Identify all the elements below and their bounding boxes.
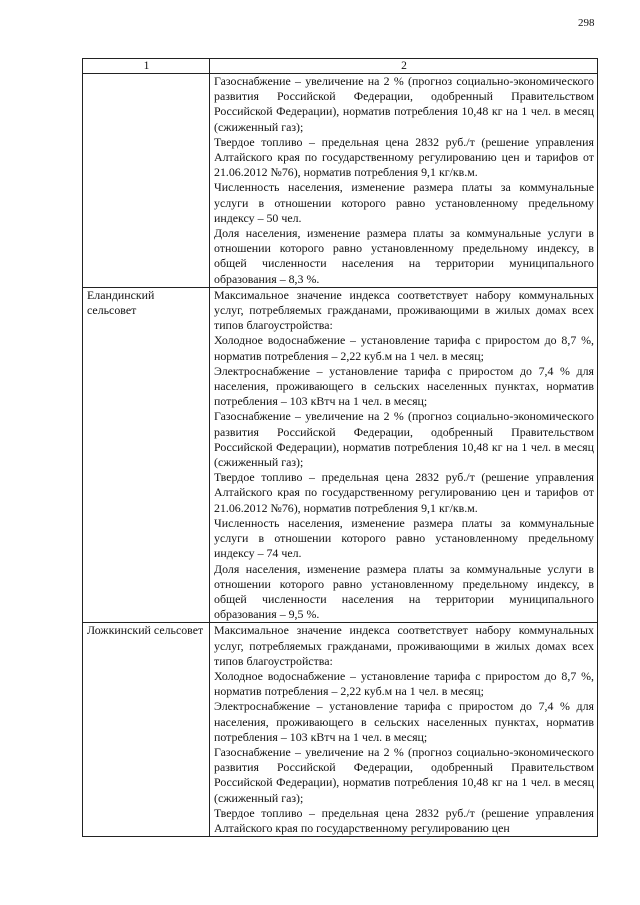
column-header-1: 1 [83, 59, 210, 74]
paragraph-electricity: Электроснабжение – установление тарифа с приростом до 7,4 % для населения, проживающего в сельских населенных пунктах, норматив потребления – 103 кВтч на 1 чел. в месяц; [214, 699, 594, 744]
settlement-cell: Еландинский сельсовет [83, 287, 210, 622]
paragraph-solid-fuel: Твердое топливо – предельная цена 2832 руб./т (решение управления Алтайского края по государственному регулированию цен и тарифов от 21.06.2012 №76), норматив потребления 9,1 кг/кв.м. [214, 470, 594, 515]
settlement-cell [83, 74, 210, 288]
paragraph-gas: Газоснабжение – увеличение на 2 % (прогноз социально-экономического развития Российской Федерации, одобренный Правительством Российской Федерации), норматив потребления 10,48 кг на 1 чел. в месяц (сжиженный газ); [214, 74, 594, 134]
table-header-row [83, 59, 598, 74]
table-row [83, 287, 598, 622]
settlement-cell: Ложкинский сельсовет [83, 623, 210, 837]
paragraph-cold-water: Холодное водоснабжение – установление тарифа с приростом до 8,7 %, норматив потребления – 2,22 куб.м на 1 чел. в месяц; [214, 333, 594, 363]
paragraph-max-index: Максимальное значение индекса соответствует набору коммунальных услуг, потребляемых гражданами, проживающими в жилых домах всех типов благоустройства: [214, 623, 594, 668]
column-header-2: 2 [210, 59, 598, 74]
paragraph-gas: Газоснабжение – увеличение на 2 % (прогноз социально-экономического развития Российской Федерации, одобренный Правительством Российской Федерации), норматив потребления 10,48 кг на 1 чел. в месяц (сжиженный газ); [214, 744, 594, 805]
table-row [83, 74, 598, 288]
paragraph-cold-water: Холодное водоснабжение – установление тарифа с приростом до 8,7 %, норматив потребления – 2,22 куб.м на 1 чел. в месяц; [214, 668, 594, 699]
paragraph-gas: Газоснабжение – увеличение на 2 % (прогноз социально-экономического развития Российской Федерации, одобренный Правительством Российской Федерации), норматив потребления 10,48 кг на 1 чел. в месяц (сжиженный газ); [214, 409, 594, 470]
paragraph-solid-fuel: Твердое топливо – предельная цена 2832 руб./т (решение управления Алтайского края по государственному регулированию цен и тарифов от 21.06.2012 №76), норматив потребления 9,1 кг/кв.м. [214, 134, 594, 180]
description-cell [210, 74, 598, 288]
paragraph-population-share: Доля населения, изменение размера платы за коммунальные услуги в отношении которого равно установленному предельному индексу, в общей численности населения на территории муниципального образования – 9,5 %. [214, 561, 594, 622]
tariff-table [82, 58, 598, 837]
table-row [83, 623, 598, 837]
paragraph-electricity: Электроснабжение – установление тарифа с приростом до 7,4 % для населения, проживающего в сельских населенных пунктах, норматив потребления – 103 кВтч на 1 чел. в месяц; [214, 363, 594, 409]
description-cell [210, 287, 598, 622]
paragraph-solid-fuel: Твердое топливо – предельная цена 2832 руб./т (решение управления Алтайского края по государственному регулированию цен [214, 805, 594, 835]
paragraph-population: Численность населения, изменение размера платы за коммунальные услуги в отношении которого равно установленному предельному индексу – 74 чел. [214, 515, 594, 561]
page-number: 298 [578, 17, 595, 29]
paragraph-population-share: Доля населения, изменение размера платы за коммунальные услуги в отношении которого равно установленному предельному индексу, в общей численности населения на территории муниципального образования – 8,3 %. [214, 226, 594, 286]
paragraph-max-index: Максимальное значение индекса соответствует набору коммунальных услуг, потребляемых гражданами, проживающими в жилых домах всех типов благоустройства: [214, 287, 594, 333]
description-cell [210, 623, 598, 837]
paragraph-population: Численность населения, изменение размера платы за коммунальные услуги в отношении которого равно установленному предельному индексу – 50 чел. [214, 180, 594, 225]
